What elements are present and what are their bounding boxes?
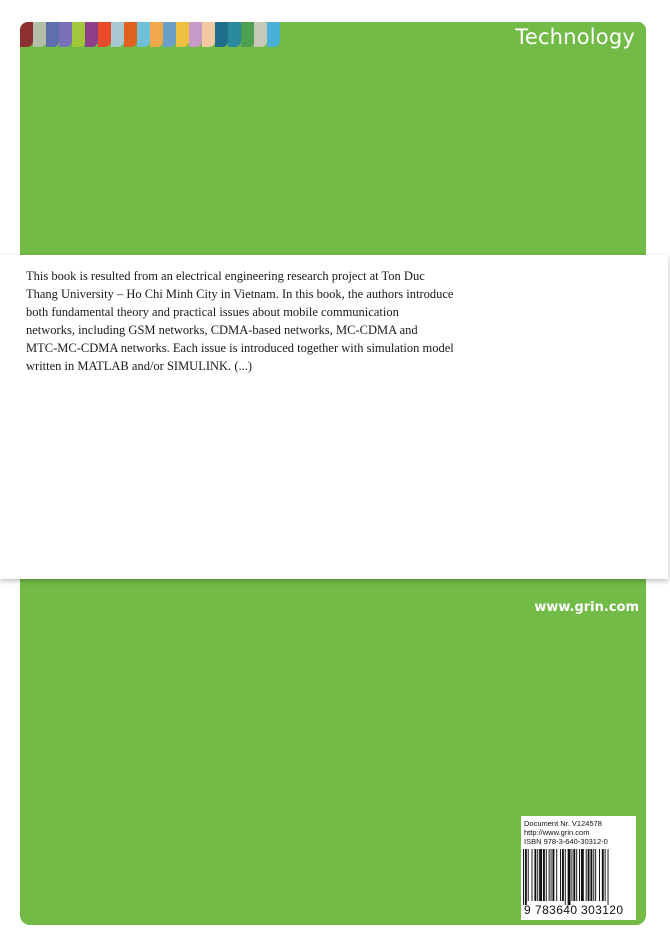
color-tab	[111, 22, 124, 47]
book-blurb	[26, 267, 488, 375]
color-tab	[228, 22, 241, 47]
color-tab	[202, 22, 215, 47]
barcode-first-digit: 9	[524, 903, 532, 917]
color-tab	[98, 22, 111, 47]
barcode-block	[521, 816, 636, 920]
color-tab	[137, 22, 150, 47]
color-tab	[189, 22, 202, 47]
barcode-right-group: 303120	[581, 903, 624, 917]
isbn-number: ISBN 978-3-640-30312-0	[524, 837, 608, 846]
color-tab	[46, 22, 59, 47]
publication-info	[524, 819, 608, 846]
blurb-line: written in MATLAB and/or SIMULINK. (...)	[26, 359, 253, 373]
category-label: Technology	[515, 25, 635, 49]
blurb-line: Thang University – Ho Chi Minh City in Vietnam. In this book, the authors introduce	[26, 287, 454, 301]
color-tab	[85, 22, 98, 47]
barcode-left-group: 783640	[535, 903, 578, 917]
barcode-icon	[523, 849, 634, 905]
color-tab	[254, 22, 267, 47]
blurb-line: networks, including GSM networks, CDMA-based networks, MC-CDMA and	[26, 323, 418, 337]
color-tab-strip	[20, 22, 280, 47]
color-tab	[33, 22, 46, 47]
color-tab	[59, 22, 72, 47]
publisher-url: http://www.grin.com	[524, 828, 590, 837]
color-tab	[124, 22, 137, 47]
color-tab	[163, 22, 176, 47]
blurb-line: MTC-MC-CDMA networks. Each issue is introduced together with simulation model	[26, 341, 454, 355]
color-tab	[267, 22, 280, 47]
blurb-line: This book is resulted from an electrical engineering research project at Ton Duc	[26, 269, 425, 283]
color-tab	[20, 22, 33, 47]
cover-top-panel	[20, 22, 646, 255]
publisher-website: www.grin.com	[534, 600, 639, 615]
color-tab	[176, 22, 189, 47]
color-tab	[72, 22, 85, 47]
blurb-line: both fundamental theory and practical issues about mobile communication	[26, 305, 399, 319]
color-tab	[241, 22, 254, 47]
document-number: Document Nr. V124578	[524, 819, 602, 828]
color-tab	[150, 22, 163, 47]
color-tab	[215, 22, 228, 47]
